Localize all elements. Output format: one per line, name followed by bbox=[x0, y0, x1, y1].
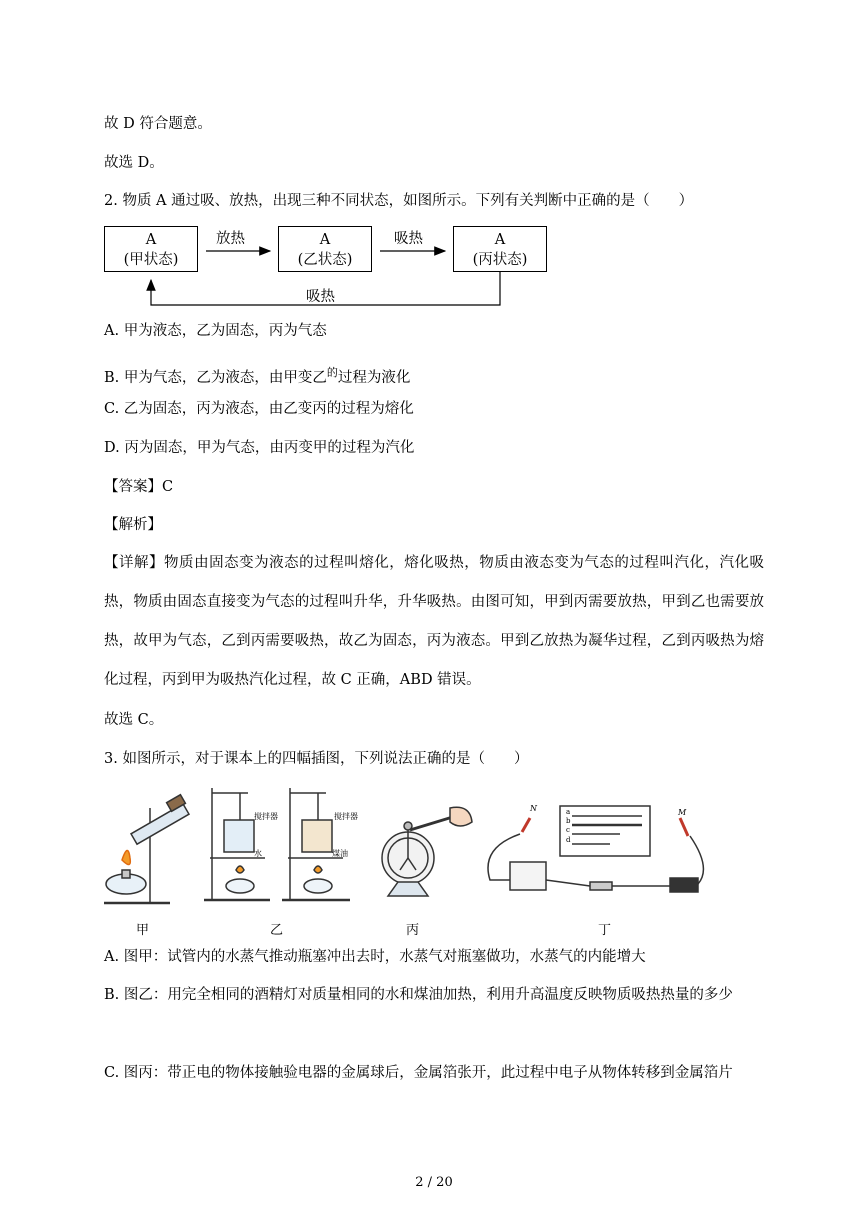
stirrer-label: 搅拌器 bbox=[334, 812, 358, 821]
clip-label-m: M bbox=[678, 808, 687, 817]
wire-label: d bbox=[566, 836, 571, 844]
conclusion: 故选 C。 bbox=[104, 712, 164, 728]
option-text: 过程为液化 bbox=[337, 369, 411, 386]
figure-jia bbox=[104, 795, 189, 903]
figure-yi bbox=[204, 788, 350, 900]
figure-label-bing: 丙 bbox=[406, 923, 420, 938]
wire-label: a bbox=[566, 808, 571, 816]
arrow-label-release: 放热 bbox=[216, 231, 245, 247]
clip-label-n: N bbox=[530, 804, 537, 813]
option-a: A. 甲为液态，乙为固态，丙为气态 bbox=[104, 323, 327, 339]
option-c: C. 乙为固态，丙为液态，由乙变丙的过程为熔化 bbox=[104, 401, 414, 417]
box-label: (乙状态) bbox=[297, 252, 353, 268]
text-line: 故选 D。 bbox=[104, 155, 164, 171]
question-3: 3. 如图所示，对于课本上的四幅插图，下列说法正确的是（ ） bbox=[104, 751, 529, 767]
figure-ding bbox=[488, 806, 703, 892]
text-line: 故 D 符合题意。 bbox=[104, 116, 212, 132]
box-label: (甲状态) bbox=[123, 252, 179, 268]
detail-paragraph: 【详解】物质由固态变为液态的过程叫熔化，熔化吸热，物质由液态变为气态的过程叫汽化，汽化吸热，物质由固态直接变为气态的过程叫升华，升华吸热。由图可知，甲到丙需要放热，甲到乙也需要放热，故甲为气态，乙到丙需要吸热，故乙为固态，丙为液态。甲到乙放热为凝华过程，乙到丙吸热为熔化过程，丙到甲为吸热汽化过程，故 C 正确，ABD 错误。 bbox=[104, 555, 764, 688]
option-b: B. 图乙：用完全相同的酒精灯对质量相同的水和煤油加热，利用升高温度反映物质吸热热量的多少 bbox=[104, 987, 733, 1003]
arrow-label-absorb: 吸热 bbox=[306, 289, 335, 305]
option-c: C. 图丙：带正电的物体接触验电器的金属球后，金属箔张开，此过程中电子从物体转移到金属箔片 bbox=[104, 1065, 733, 1081]
option-text: B. 甲为气态，乙为液态，由甲变乙 bbox=[104, 369, 327, 386]
arrow-label-absorb: 吸热 bbox=[394, 231, 423, 247]
figure-label-ding: 丁 bbox=[598, 923, 612, 938]
figure-bing bbox=[382, 807, 472, 896]
figure-label-yi: 乙 bbox=[270, 923, 284, 938]
option-b bbox=[104, 363, 410, 388]
box-label: A bbox=[494, 232, 506, 248]
option-a: A. 图甲：试管内的水蒸气推动瓶塞冲出去时，水蒸气对瓶塞做功，水蒸气的内能增大 bbox=[104, 949, 646, 965]
figure-label-jia: 甲 bbox=[136, 923, 150, 938]
kerosene-label: 煤油 bbox=[332, 849, 348, 858]
answer: 【答案】C bbox=[104, 479, 174, 495]
box-label: A bbox=[319, 232, 331, 248]
stirrer-label: 搅拌器 bbox=[254, 812, 278, 821]
illustrations bbox=[100, 778, 710, 918]
option-d: D. 丙为固态，甲为气态，由丙变甲的过程为汽化 bbox=[104, 440, 415, 456]
arrow-bing-to-jia bbox=[151, 272, 500, 305]
wire-label: c bbox=[566, 826, 570, 834]
analysis-title: 【解析】 bbox=[104, 517, 162, 533]
box-label: (丙状态) bbox=[472, 252, 528, 268]
water-label: 水 bbox=[254, 849, 262, 858]
question-2: 2. 物质 A 通过吸、放热，出现三种不同状态，如图所示。下列有关判断中正确的是（ ） bbox=[104, 193, 694, 209]
diagram-arrows bbox=[0, 0, 868, 320]
option-sup: 的 bbox=[326, 366, 338, 379]
page-number: 2 / 20 bbox=[415, 1175, 453, 1190]
wire-label: b bbox=[566, 817, 571, 825]
box-label: A bbox=[145, 232, 157, 248]
